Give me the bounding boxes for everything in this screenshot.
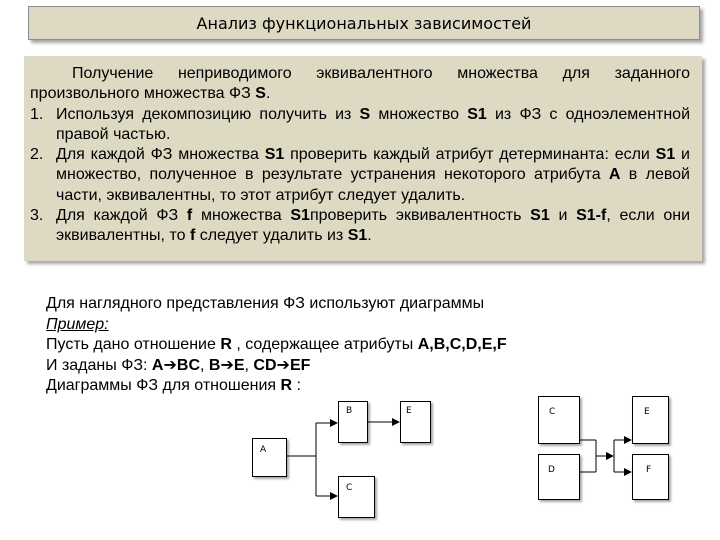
attr-box-b: B [338, 401, 368, 443]
attr-box-d: D [538, 454, 580, 500]
algorithm-step-2: 2. Для каждой ФЗ множества S1 проверить каждый атрибут детерминанта: если S1 и множество, полученное в результате устранения некоторого атрибута A в левой части, эквивалентны, то этот атрибут следует удалить. [30, 146, 690, 204]
attr-box-c2: C [538, 396, 580, 444]
algorithm-intro: Получение неприводимого эквивалентного множества для заданного произвольного множества ФЗ S. [30, 65, 690, 103]
arrow-icon: ➔ [163, 356, 177, 374]
attr-box-c: C [338, 476, 375, 518]
attr-box-e2: E [632, 396, 669, 444]
diagram-caption-line: Диаграммы ФЗ для отношения R : [46, 377, 301, 394]
fd-line: И заданы ФЗ: A➔BC, B➔E, CD➔EF [46, 356, 311, 374]
algorithm-step-3: 3. Для каждой ФЗ f множества S1проверить эквивалентность S1 и S1-f, если они эквивалентны, то f следует удалить из S1. [30, 207, 691, 245]
diagram-intro-line: Для наглядного представления ФЗ используют диаграммы [46, 295, 485, 312]
relation-line: Пусть дано отношение R , содержащее атрибуты A,B,C,D,E,F [46, 336, 507, 353]
attr-box-a: A [252, 438, 287, 477]
attr-box-f: F [632, 454, 669, 500]
arrow-icon: ➔ [220, 356, 234, 374]
algorithm-step-1: 1. Используя декомпозицию получить из S множество S1 из ФЗ с одноэлементной правой частью. [30, 105, 691, 143]
arrow-icon: ➔ [276, 356, 290, 374]
example-label: Пример: [46, 315, 109, 333]
attr-box-e: E [400, 401, 431, 443]
slide-title-text: Анализ функциональных зависимостей [196, 13, 532, 33]
